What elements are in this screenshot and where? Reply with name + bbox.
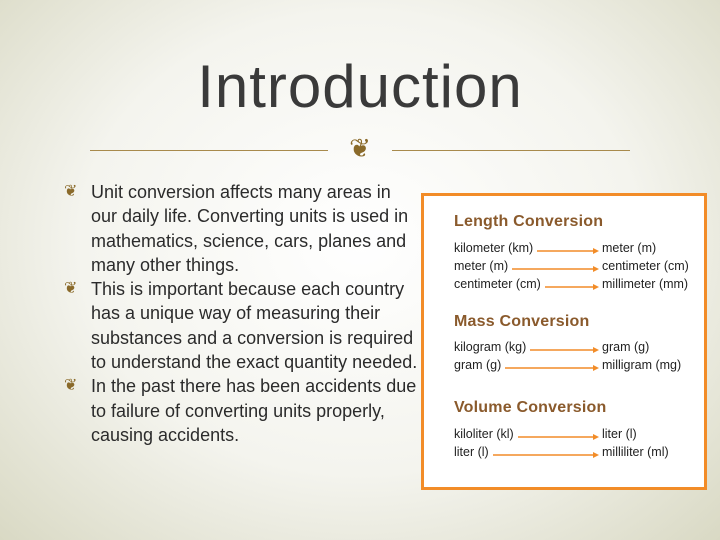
divider-line-left <box>90 150 328 151</box>
to-unit: meter (m) <box>602 241 657 255</box>
from-unit: kilogram (kg) <box>454 340 527 354</box>
bullet-text: This is important because each country has a unique way of measuring their substances and a conversion is required to understand the exact quantity needed. <box>91 279 418 373</box>
to-unit: millimeter (mm) <box>602 277 689 291</box>
conversion-row <box>454 445 704 463</box>
arrow-head <box>593 365 599 371</box>
from-unit: kiloliter (kl) <box>454 427 514 441</box>
leaf-ornament-icon: ❦ <box>64 377 78 395</box>
bullet-item <box>64 374 420 447</box>
from-unit: meter (m) <box>454 259 509 273</box>
arrow-head <box>593 347 599 353</box>
from-unit: centimeter (cm) <box>454 277 541 291</box>
conversion-row <box>454 340 704 358</box>
to-unit: milligram (mg) <box>602 358 682 372</box>
mass-conversion-heading: Mass Conversion <box>454 313 590 330</box>
arrow-head <box>593 434 599 440</box>
from-unit: kilometer (km) <box>454 241 534 255</box>
arrow-right-icon <box>537 248 599 254</box>
conversion-row <box>454 259 704 277</box>
conversion-row <box>454 358 704 376</box>
arrow-right-icon <box>545 284 599 290</box>
title-divider <box>90 133 630 163</box>
to-unit: liter (l) <box>602 427 637 441</box>
arrow-head <box>593 248 599 254</box>
arrow-right-icon <box>518 434 599 440</box>
bullet-text: In the past there has been accidents due to failure of converting units properly, causing accidents. <box>91 376 417 445</box>
divider-line-right <box>392 150 630 151</box>
bullet-text: Unit conversion affects many areas in our daily life. Converting units is used in mathematics, science, cars, planes and many other things. <box>91 182 409 275</box>
leaf-ornament-icon: ❦ <box>64 280 78 298</box>
length-conversion-heading: Length Conversion <box>454 213 604 230</box>
slide-title: Introduction <box>197 53 523 120</box>
arrow-right-icon <box>505 365 599 371</box>
from-unit: liter (l) <box>454 445 489 459</box>
to-unit: milliliter (ml) <box>602 445 669 459</box>
conversion-row <box>454 427 704 445</box>
conversion-row <box>454 277 704 295</box>
to-unit: gram (g) <box>602 340 650 354</box>
leaf-ornament-icon: ❦ <box>349 133 371 163</box>
arrow-head <box>593 452 599 458</box>
volume-conversion-heading: Volume Conversion <box>454 399 607 416</box>
arrow-right-icon <box>512 266 599 272</box>
arrow-right-icon <box>493 452 599 458</box>
conversion-row <box>454 241 704 259</box>
to-unit: centimeter (cm) <box>602 259 689 273</box>
from-unit: gram (g) <box>454 358 502 372</box>
bullet-item <box>64 277 420 374</box>
arrow-head <box>593 266 599 272</box>
conversion-chart-image <box>421 193 707 490</box>
arrow-head <box>593 284 599 290</box>
leaf-ornament-icon: ❦ <box>64 183 78 200</box>
bullet-list <box>64 180 420 447</box>
arrow-right-icon <box>530 347 599 353</box>
bullet-item <box>64 180 420 277</box>
